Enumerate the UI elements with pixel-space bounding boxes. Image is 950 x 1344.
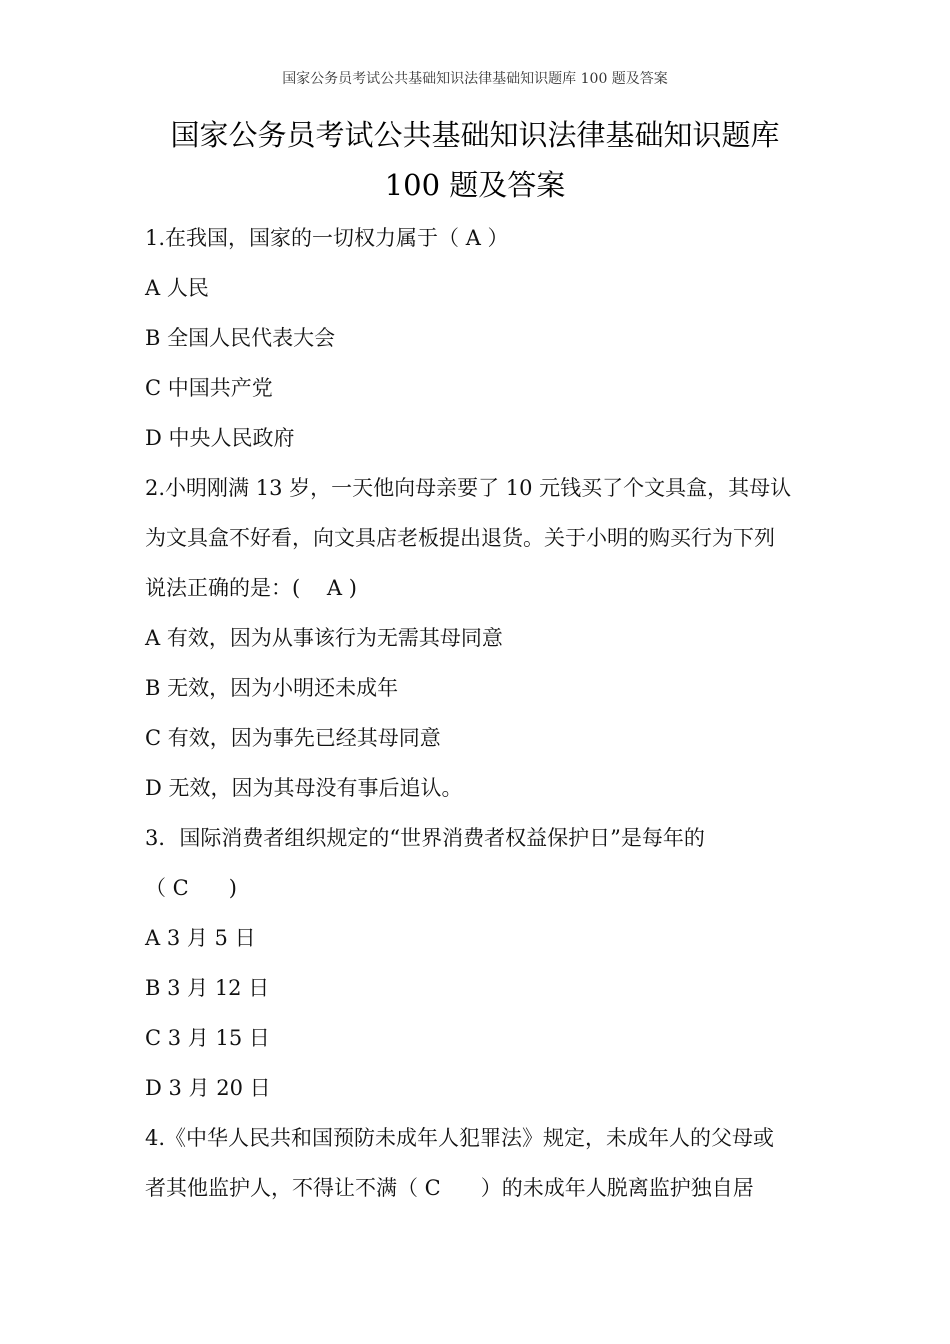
question-3-option-d: D 3 月 20 日	[145, 1076, 271, 1100]
question-3-stem-line-2: （ C )	[145, 876, 237, 900]
question-4-stem-line-2: 者其他监护人，不得让不满（ C ）的未成年人脱离监护独自居	[145, 1176, 754, 1200]
question-1-option-d: D 中央人民政府	[145, 426, 295, 450]
question-4-stem-line-1: 4.《中华人民共和国预防未成年人犯罪法》规定，未成年人的父母或	[145, 1126, 775, 1150]
question-2-option-b: B 无效，因为小明还未成年	[145, 676, 399, 700]
question-1-option-c: C 中国共产党	[145, 376, 273, 400]
question-1-option-a: A 人民	[145, 276, 209, 300]
document-title-line-1: 国家公务员考试公共基础知识法律基础知识题库	[170, 118, 780, 152]
question-3-stem-line-1: 3．国际消费者组织规定的“世界消费者权益保护日”是每年的	[145, 826, 705, 850]
question-2-option-d: D 无效，因为其母没有事后追认。	[145, 776, 463, 800]
question-1-option-b: B 全国人民代表大会	[145, 326, 336, 350]
document-title-line-2: 100 题及答案	[384, 168, 566, 202]
question-3-option-a: A 3 月 5 日	[145, 926, 256, 950]
question-2-stem-line-3: 说法正确的是：( A )	[145, 576, 357, 600]
question-2-option-a: A 有效，因为从事该行为无需其母同意	[145, 626, 503, 650]
question-1-stem: 1.在我国，国家的一切权力属于（ A ）	[145, 226, 509, 250]
question-2-stem-line-2: 为文具盒不好看，向文具店老板提出退货。关于小明的购买行为下列	[145, 526, 775, 550]
question-3-option-b: B 3 月 12 日	[145, 976, 270, 1000]
question-2-option-c: C 有效，因为事先已经其母同意	[145, 726, 441, 750]
question-2-stem-line-1: 2.小明刚满 13 岁，一天他向母亲要了 10 元钱买了个文具盒，其母认	[145, 476, 792, 500]
question-3-option-c: C 3 月 15 日	[145, 1026, 270, 1050]
running-header: 国家公务员考试公共基础知识法律基础知识题库 100 题及答案	[282, 71, 668, 87]
